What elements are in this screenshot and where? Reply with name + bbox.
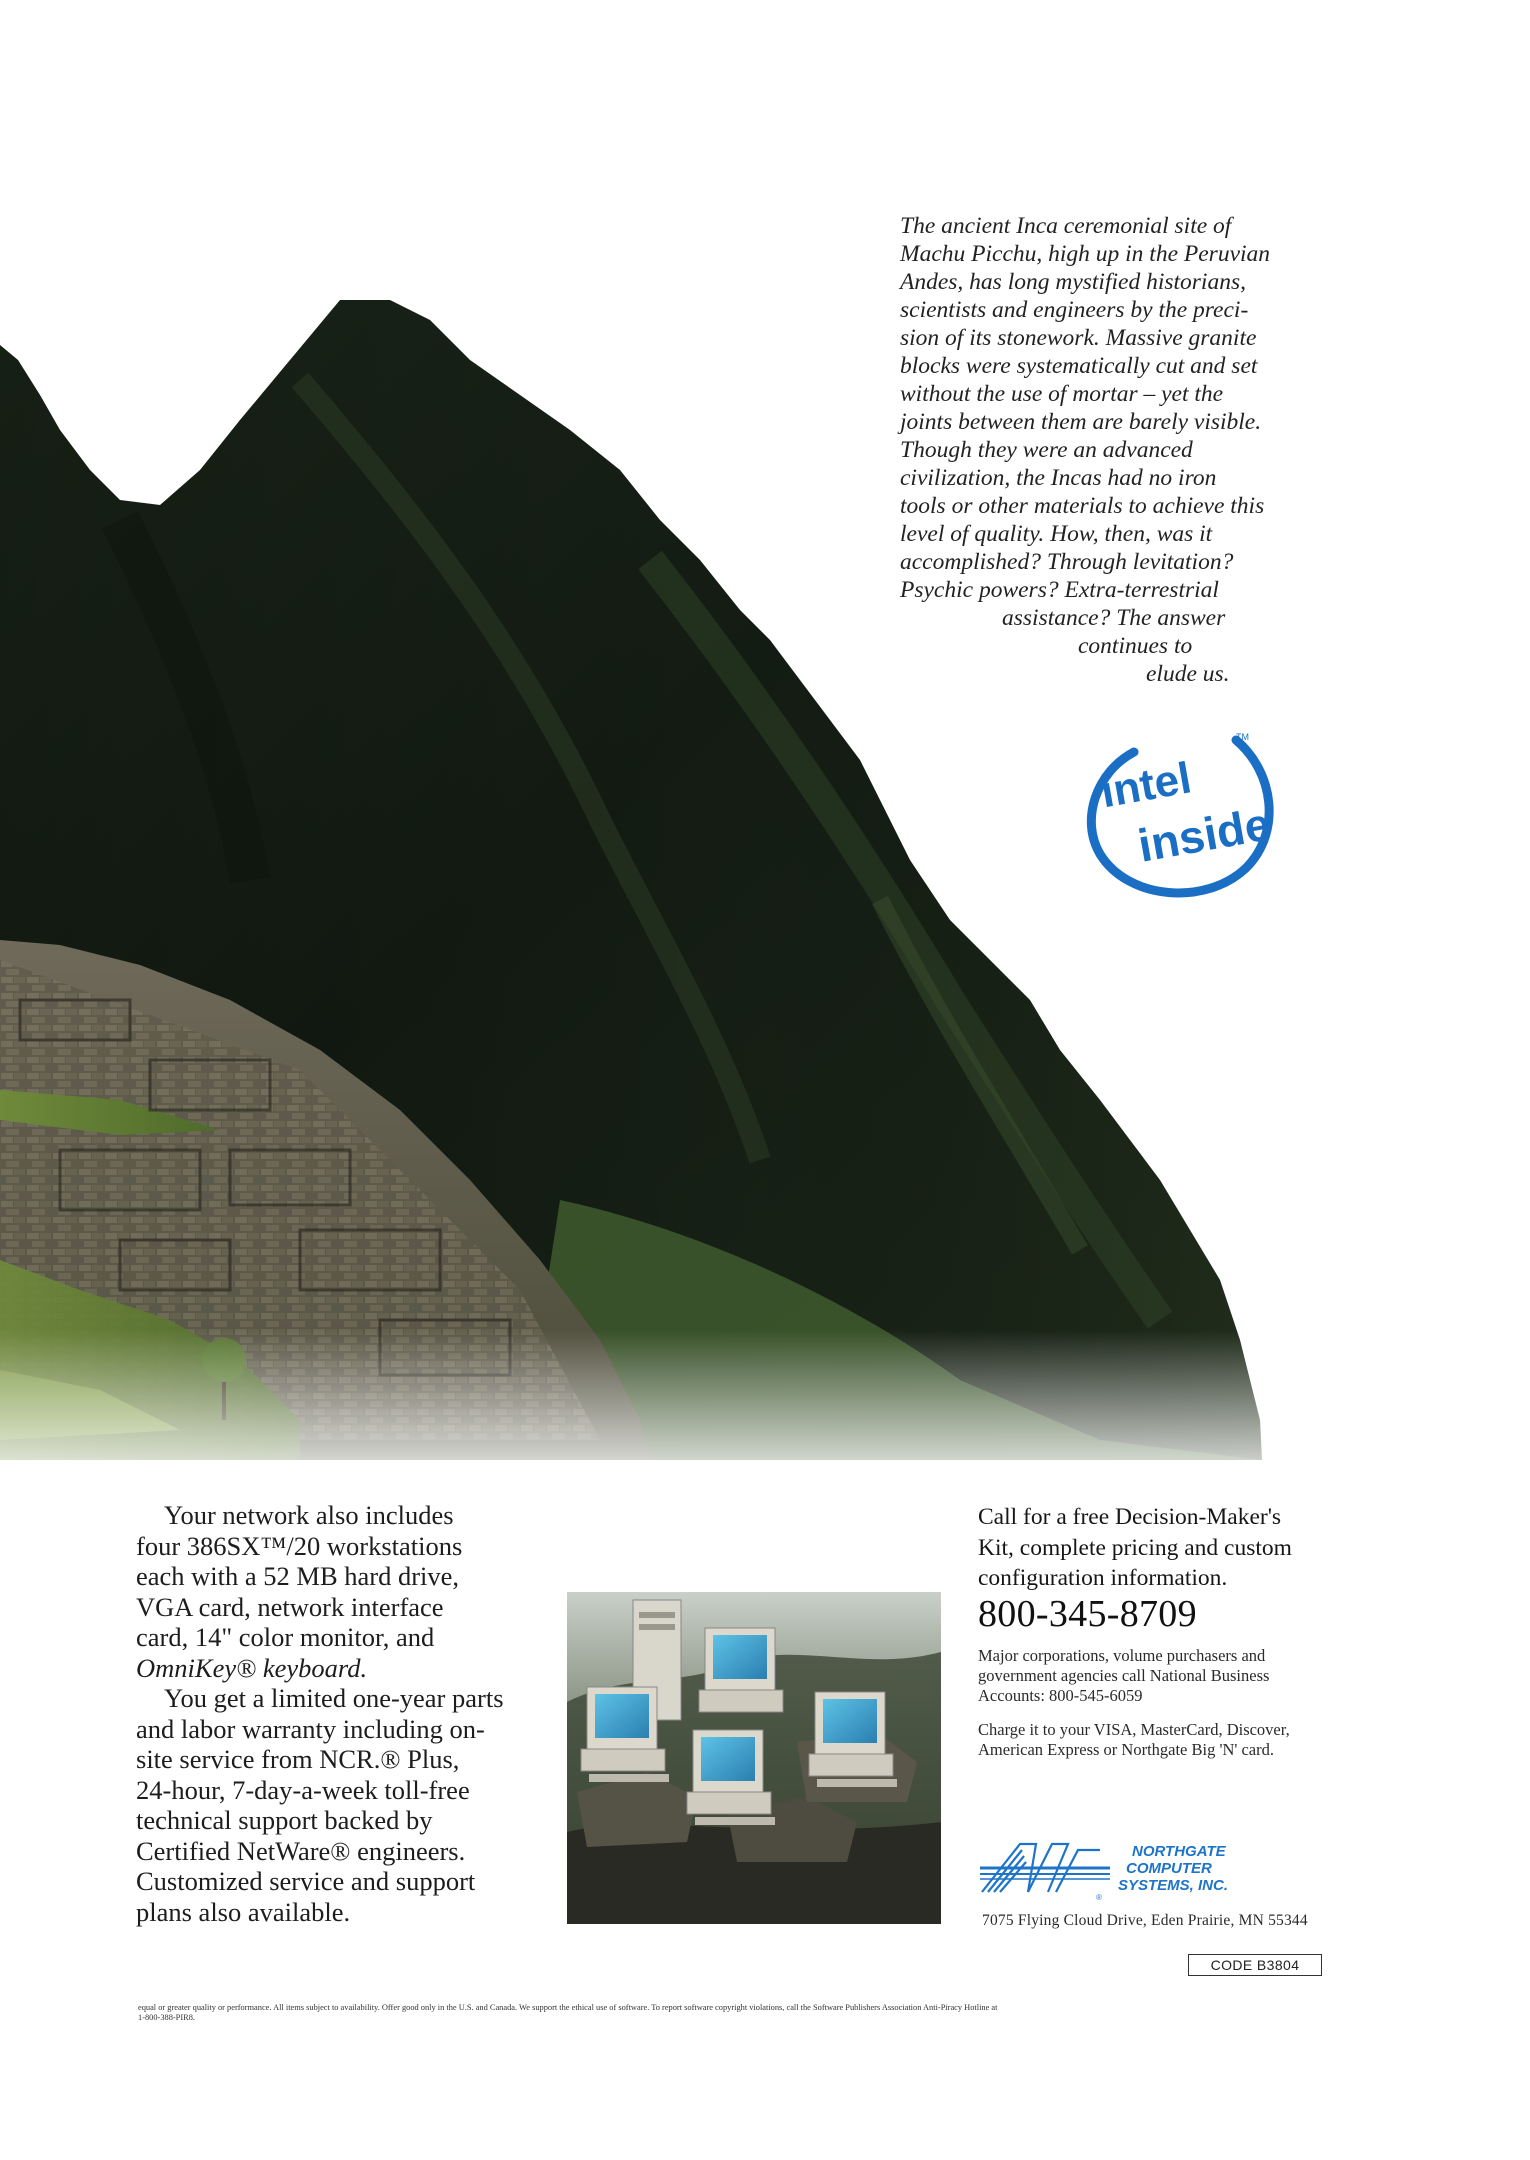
intro-paragraph: [900, 212, 1320, 688]
intro-line: level of quality. How, then, was it: [900, 521, 1213, 547]
network-line: VGA card, network interface: [136, 1591, 444, 1622]
code-box: CODE B3804: [1188, 1954, 1322, 1976]
call-heading-line: Kit, complete pricing and custom: [978, 1534, 1292, 1561]
intro-line: Psychic powers? Extra-terrestrial: [900, 577, 1219, 603]
intro-line: assistance? The answer: [1002, 605, 1226, 631]
network-line: each with a 52 MB hard drive,: [136, 1561, 460, 1591]
network-line: plans also available.: [136, 1896, 351, 1927]
intro-line: joints between them are barely visible.: [900, 409, 1262, 435]
network-line: four 386SX™/20 workstations: [136, 1530, 463, 1561]
network-line: site service from NCR.® Plus,: [136, 1744, 460, 1774]
intro-line: blocks were systematically cut and set: [900, 353, 1258, 379]
call-heading-line: Call for a free Decision-Maker's: [978, 1504, 1282, 1530]
intel-logo-tm: TM: [1236, 732, 1249, 742]
company-address: 7075 Flying Cloud Drive, Eden Prairie, MN 55344: [982, 1912, 1308, 1929]
fine-print-line: equal or greater quality or performance. All items subject to availability. Offer good only in the U.S. and Canada. We support the ethical use of software. To report software copyright violations, call the Software Publishers Association Anti-Piracy Hotline at: [138, 2003, 998, 2012]
network-line: 24-hour, 7-day-a-week toll-free: [136, 1774, 470, 1805]
fine-print: [138, 2003, 1338, 2023]
intro-line: Andes, has long mystified historians,: [900, 269, 1246, 295]
phone-number: 800-345-8709: [978, 1592, 1197, 1635]
network-line: card, 14" color monitor, and: [136, 1622, 435, 1652]
intel-logo-word2: inside: [1134, 797, 1275, 872]
corp-line: Major corporations, volume purchasers and: [978, 1645, 1266, 1665]
intel-logo-word1: intel: [1097, 753, 1195, 818]
network-line: and labor warranty including on-: [136, 1713, 485, 1744]
network-line: You get a limited one-year parts: [164, 1683, 504, 1713]
intro-line: Machu Picchu, high up in the Peruvian: [900, 241, 1271, 267]
call-heading-line: configuration information.: [978, 1565, 1228, 1591]
intro-line: tools or other materials to achieve this: [900, 493, 1265, 519]
network-line: Certified NetWare® engineers.: [136, 1835, 466, 1866]
intel-inside-logo: [1086, 722, 1276, 898]
intro-line: Though they were an advanced: [900, 437, 1193, 463]
intro-line: accomplished? Through levitation?: [900, 549, 1234, 575]
intro-line: sion of its stonework. Massive granite: [900, 325, 1257, 351]
call-heading: [978, 1502, 1358, 1594]
computers-on-rocks-photo: [567, 1592, 941, 1924]
northgate-line3: SYSTEMS, INC.: [1118, 1877, 1229, 1894]
charge-cards-text: [978, 1720, 1358, 1760]
intro-line: civilization, the Incas had no iron: [900, 465, 1217, 491]
intro-line: continues to: [1078, 633, 1193, 659]
northgate-line1: NORTHGATE: [1132, 1843, 1226, 1860]
northgate-registered: ®: [1096, 1893, 1102, 1902]
northgate-logo: [980, 1836, 1250, 1912]
network-line: Customized service and support: [136, 1866, 476, 1896]
network-body-copy: [136, 1500, 516, 1927]
intro-line: The ancient Inca ceremonial site of: [900, 213, 1232, 239]
northgate-line2: COMPUTER: [1126, 1860, 1212, 1877]
charge-line: American Express or Northgate Big 'N' card.: [978, 1739, 1274, 1759]
corp-line: Accounts: 800-545-6059: [978, 1685, 1143, 1705]
corp-line: government agencies call National Business: [978, 1665, 1270, 1685]
network-line: OmniKey® keyboard.: [136, 1652, 368, 1683]
intro-line: scientists and engineers by the preci-: [900, 297, 1249, 323]
fine-print-line: 1-800-388-PIR8.: [138, 2013, 195, 2022]
network-line: Your network also includes: [164, 1500, 454, 1530]
corporate-accounts-text: [978, 1646, 1358, 1706]
call-to-action: [978, 1502, 1358, 1760]
intro-line: elude us.: [1146, 661, 1230, 687]
network-line: technical support backed by: [136, 1805, 433, 1835]
intro-line: without the use of mortar – yet the: [900, 381, 1224, 407]
charge-line: Charge it to your VISA, MasterCard, Discover,: [978, 1719, 1290, 1739]
